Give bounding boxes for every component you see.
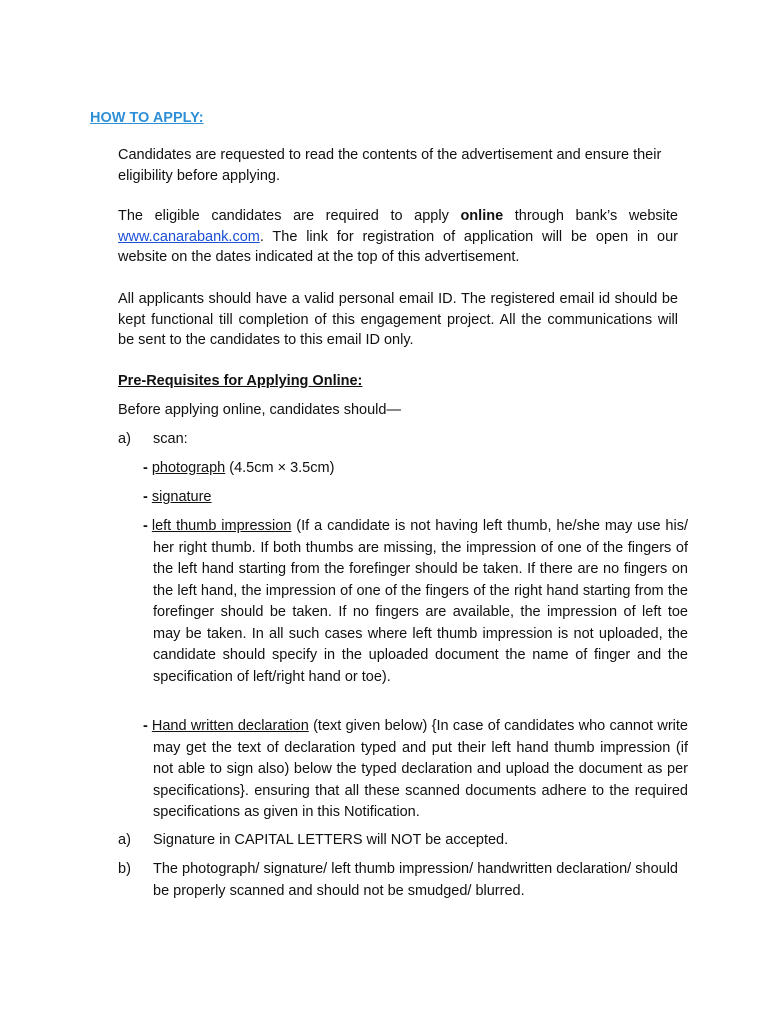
- para2-text-start: The eligible candidates are required to apply: [118, 208, 461, 224]
- canarabank-website-link[interactable]: www.canarabank.com: [118, 228, 260, 245]
- list-marker: a): [118, 431, 131, 447]
- para2-text-mid: through bank’s website: [503, 208, 678, 224]
- list-marker: a): [118, 832, 131, 848]
- how-to-apply-heading: HOW TO APPLY:: [90, 110, 204, 126]
- list-item-text: scan:: [153, 431, 188, 447]
- photograph-size: (4.5cm × 3.5cm): [225, 460, 335, 476]
- prerequisites-heading: Pre-Requisites for Applying Online:: [118, 373, 363, 389]
- dash-marker: -: [143, 489, 148, 505]
- sub-item-photograph: [143, 458, 678, 480]
- declaration-text: (text given below) {In case of candidates who cannot write may get the text of declaration typed and put their left hand thumb impression (if not able to sign also) below the typed declaration and upload the document as per specifications}. ensuring that all these scanned documents adhere to the required specifications as given in this Notification.: [153, 718, 688, 820]
- signature-label: signature: [151, 489, 212, 505]
- before-applying-text: Before applying online, candidates should—: [118, 402, 401, 418]
- dash-marker: -: [143, 518, 148, 534]
- list-marker: b): [118, 861, 131, 877]
- thumb-impression-text: (If a candidate is not having left thumb, he/she may use his/ her right thumb. If both thumbs are missing, the impression of one of the fingers of the left hand starting from the forefinger should be taken. If there are no fingers on the left hand, the impression of one of the fingers of the right hand starting from the forefinger should be taken. If no fingers are available, the impression of left toe may be taken. In all such cases where left thumb impression is not uploaded, the candidate should specify in the uploaded document the name of finger and the specification of left/right hand or toe).: [153, 518, 688, 685]
- online-apply-paragraph: [118, 206, 678, 268]
- dash-marker: -: [143, 460, 148, 476]
- list-item-text: Signature in CAPITAL LETTERS will NOT be accepted.: [153, 832, 509, 848]
- list-item-text: The photograph/ signature/ left thumb impression/ handwritten declaration/ should be properly scanned and should not be smudged/ blurred.: [153, 861, 678, 899]
- intro-paragraph: Candidates are requested to read the contents of the advertisement and ensure their eligibility before applying.: [118, 147, 662, 184]
- thumb-impression-label: left thumb impression: [151, 518, 292, 534]
- para2-text-end: . The link for registration of application will be open in our website on the dates indicated at the top of this advertisement.: [118, 228, 678, 265]
- sub-item-declaration: [143, 716, 688, 824]
- sub-item-thumb-impression: [143, 516, 688, 688]
- sub-item-signature: [143, 487, 678, 509]
- photograph-label: photograph: [151, 460, 226, 476]
- dash-marker: -: [143, 718, 148, 734]
- declaration-label: Hand written declaration: [151, 718, 309, 734]
- email-paragraph: All applicants should have a valid personal email ID. The registered email id should be kept functional till completion of this engagement project. All the communications will be sent to the candidates to this email ID only.: [118, 291, 678, 348]
- online-bold-text: online: [460, 208, 504, 224]
